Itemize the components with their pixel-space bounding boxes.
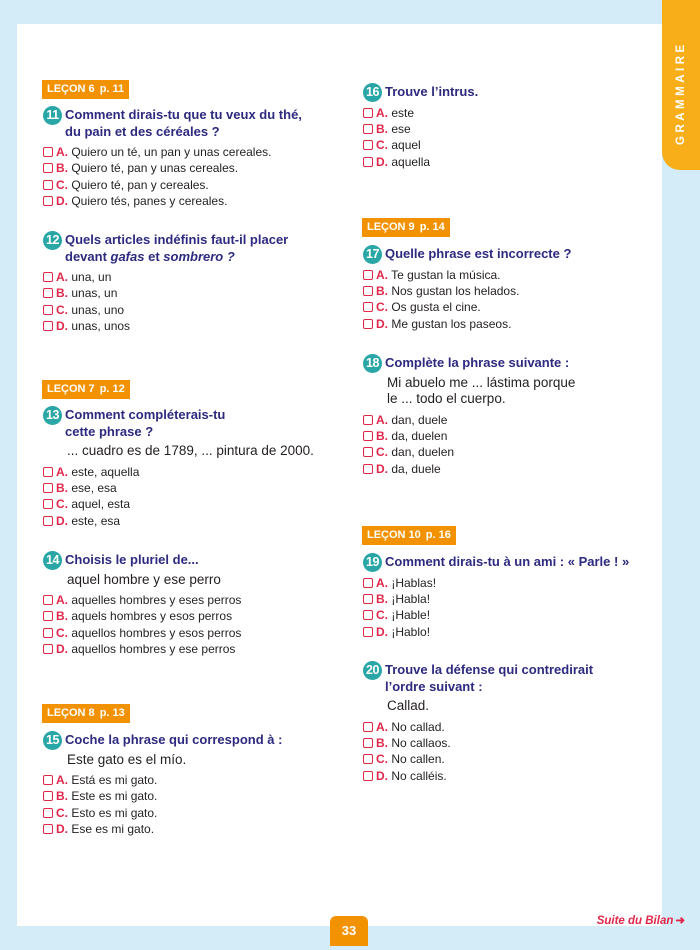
checkbox[interactable] — [43, 196, 53, 206]
arrow-right-icon: ➜ — [675, 915, 685, 927]
checkbox[interactable] — [363, 771, 373, 781]
option-c[interactable]: C. unas, uno — [43, 302, 343, 318]
question-13 — [43, 406, 343, 529]
checkbox[interactable] — [363, 738, 373, 748]
options-q16 — [363, 105, 643, 171]
question-text: Comment dirais-tu à un ami : « Parle ! » — [385, 554, 630, 569]
next-section-label: Suite du Bilan — [596, 915, 674, 927]
question-text: Quelle phrase est incorrecte ? — [385, 246, 572, 261]
option-b[interactable]: B. ese, esa — [43, 480, 343, 496]
question-text: Trouve l’intrus. — [385, 84, 479, 99]
checkbox[interactable] — [363, 754, 373, 764]
options-q15 — [43, 772, 343, 838]
checkbox[interactable] — [363, 270, 373, 280]
option-c[interactable]: C. aquel, esta — [43, 496, 343, 512]
lesson-label: LEÇON 6 — [47, 83, 95, 95]
option-d[interactable]: D. este, esa — [43, 513, 343, 529]
question-text: Comment dirais-tu que tu veux du thé, du pain et des céréales ? — [65, 107, 302, 139]
options-q18 — [363, 412, 653, 478]
checkbox[interactable] — [363, 286, 373, 296]
checkbox[interactable] — [43, 483, 53, 493]
option-a[interactable]: A. este, aquella — [43, 464, 343, 480]
checkbox[interactable] — [43, 644, 53, 654]
option-a[interactable]: A. este — [363, 105, 643, 121]
options-q13 — [43, 464, 343, 530]
checkbox[interactable] — [43, 288, 53, 298]
option-a[interactable]: A. Quiero un té, un pan y unas cereales. — [43, 144, 343, 160]
question-18 — [363, 354, 653, 477]
option-a[interactable]: A. No callad. — [363, 719, 653, 735]
question-text: Choisis le pluriel de... — [65, 552, 199, 567]
question-12 — [43, 231, 343, 335]
question-number: 19 — [363, 553, 382, 572]
checkbox[interactable] — [43, 163, 53, 173]
options-q11 — [43, 144, 343, 210]
question-20 — [363, 661, 653, 784]
checkbox[interactable] — [43, 321, 53, 331]
checkbox[interactable] — [43, 611, 53, 621]
option-c[interactable]: C. Esto es mi gato. — [43, 805, 343, 821]
lesson-9-label: LEÇON 9 p. 14 — [362, 218, 450, 237]
option-c[interactable]: C. No callen. — [363, 751, 653, 767]
side-tab-label: GRAMMAIRE — [675, 41, 687, 145]
next-section-link[interactable] — [597, 913, 685, 927]
checkbox[interactable] — [43, 305, 53, 315]
checkbox[interactable] — [43, 808, 53, 818]
option-a[interactable]: A. Está es mi gato. — [43, 772, 343, 788]
page-number: 33 — [330, 916, 368, 946]
option-c[interactable]: C. aquel — [363, 137, 643, 153]
checkbox[interactable] — [363, 594, 373, 604]
checkbox[interactable] — [363, 610, 373, 620]
lesson-7-label: LEÇON 7 p. 12 — [42, 380, 130, 399]
option-d[interactable]: D. ¡Hablo! — [363, 624, 653, 640]
question-number: 16 — [363, 83, 382, 102]
option-c[interactable]: C. aquellos hombres y esos perros — [43, 625, 343, 641]
option-a[interactable]: A. ¡Hablas! — [363, 575, 653, 591]
option-a[interactable]: A. dan, duele — [363, 412, 653, 428]
option-c[interactable]: C. ¡Hable! — [363, 607, 653, 623]
lesson-10-label: LEÇON 10 p. 16 — [362, 526, 456, 545]
question-prompt: Callad. — [387, 698, 430, 713]
checkbox[interactable] — [363, 447, 373, 457]
option-d[interactable]: D. da, duele — [363, 461, 653, 477]
checkbox[interactable] — [43, 595, 53, 605]
option-b[interactable]: B. ese — [363, 121, 643, 137]
option-d[interactable]: D. aquella — [363, 154, 643, 170]
lesson-page: p. 11 — [99, 83, 125, 95]
option-d[interactable]: D. Quiero tés, panes y cereales. — [43, 193, 343, 209]
option-b[interactable]: B. No callaos. — [363, 735, 653, 751]
option-b[interactable]: B. aquels hombres y esos perros — [43, 608, 343, 624]
option-a[interactable]: A. aquelles hombres y eses perros — [43, 592, 343, 608]
question-prompt: aquel hombre y ese perro — [67, 571, 221, 587]
option-a[interactable]: A. Te gustan la música. — [363, 267, 643, 283]
checkbox[interactable] — [43, 628, 53, 638]
option-b[interactable]: B. ¡Habla! — [363, 591, 653, 607]
lesson-8-label: LEÇON 8 p. 13 — [42, 704, 130, 723]
checkbox[interactable] — [43, 791, 53, 801]
grammaire-tab[interactable] — [662, 0, 700, 170]
question-text: Complète la phrase suivante : — [385, 355, 570, 370]
option-b[interactable]: B. Nos gustan los helados. — [363, 283, 643, 299]
option-b[interactable]: B. Quiero té, pan y unas cereales. — [43, 160, 343, 176]
question-number: 20 — [363, 661, 382, 680]
question-number: 14 — [43, 551, 62, 570]
checkbox[interactable] — [43, 499, 53, 509]
option-c[interactable]: C. Quiero té, pan y cereales. — [43, 177, 343, 193]
question-17 — [363, 245, 643, 332]
checkbox[interactable] — [43, 272, 53, 282]
checkbox[interactable] — [363, 157, 373, 167]
option-b[interactable]: B. Este es mi gato. — [43, 788, 343, 804]
question-number: 11 — [43, 106, 62, 125]
question-prompt: Mi abuelo me ... lástima porque le ... todo el cuerpo. — [387, 374, 576, 406]
option-c[interactable]: C. dan, duelen — [363, 444, 653, 460]
question-number: 17 — [363, 245, 382, 264]
lesson-6-label — [42, 80, 129, 99]
question-text: Comment compléterais-tu cette phrase ? — [65, 407, 226, 439]
checkbox[interactable] — [43, 180, 53, 190]
checkbox[interactable] — [43, 824, 53, 834]
checkbox[interactable] — [363, 627, 373, 637]
checkbox[interactable] — [363, 415, 373, 425]
option-d[interactable]: D. aquellos hombres y ese perros — [43, 641, 343, 657]
option-d[interactable]: D. Me gustan los paseos. — [363, 316, 643, 332]
checkbox[interactable] — [363, 124, 373, 134]
question-prompt: Este gato es el mío. — [67, 751, 187, 767]
question-number: 13 — [43, 406, 62, 425]
checkbox[interactable] — [43, 467, 53, 477]
question-number: 18 — [363, 354, 382, 373]
question-text: Coche la phrase qui correspond à : — [65, 732, 283, 747]
checkbox[interactable] — [363, 578, 373, 588]
question-number: 12 — [43, 231, 62, 250]
question-text: Trouve la défense qui contredirait l’ordre suivant : — [385, 662, 594, 694]
question-16 — [363, 83, 643, 170]
options-q14 — [43, 592, 343, 658]
question-19 — [363, 553, 653, 640]
question-prompt: ... cuadro es de 1789, ... pintura de 2000. — [67, 443, 314, 458]
options-q20 — [363, 719, 653, 785]
checkbox[interactable] — [363, 722, 373, 732]
options-q12 — [43, 269, 343, 335]
option-a[interactable]: A. una, un — [43, 269, 343, 285]
question-14 — [43, 551, 343, 658]
question-11 — [43, 106, 343, 210]
checkbox[interactable] — [363, 464, 373, 474]
options-q19 — [363, 575, 653, 641]
question-number: 15 — [43, 731, 62, 750]
option-d[interactable]: D. unas, unos — [43, 318, 343, 334]
option-d[interactable]: D. Ese es mi gato. — [43, 821, 343, 837]
option-b[interactable]: B. unas, un — [43, 285, 343, 301]
checkbox[interactable] — [363, 140, 373, 150]
checkbox[interactable] — [43, 516, 53, 526]
checkbox[interactable] — [363, 302, 373, 312]
option-b[interactable]: B. da, duelen — [363, 428, 653, 444]
options-q17 — [363, 267, 643, 333]
question-text: Quels articles indéfinis faut-il placer devant gafas et sombrero ? — [65, 232, 289, 264]
option-c[interactable]: C. Os gusta el cine. — [363, 299, 643, 315]
checkbox[interactable] — [363, 431, 373, 441]
checkbox[interactable] — [43, 147, 53, 157]
checkbox[interactable] — [363, 319, 373, 329]
question-15 — [43, 731, 343, 838]
option-d[interactable]: D. No calléis. — [363, 768, 653, 784]
checkbox[interactable] — [43, 775, 53, 785]
checkbox[interactable] — [363, 108, 373, 118]
